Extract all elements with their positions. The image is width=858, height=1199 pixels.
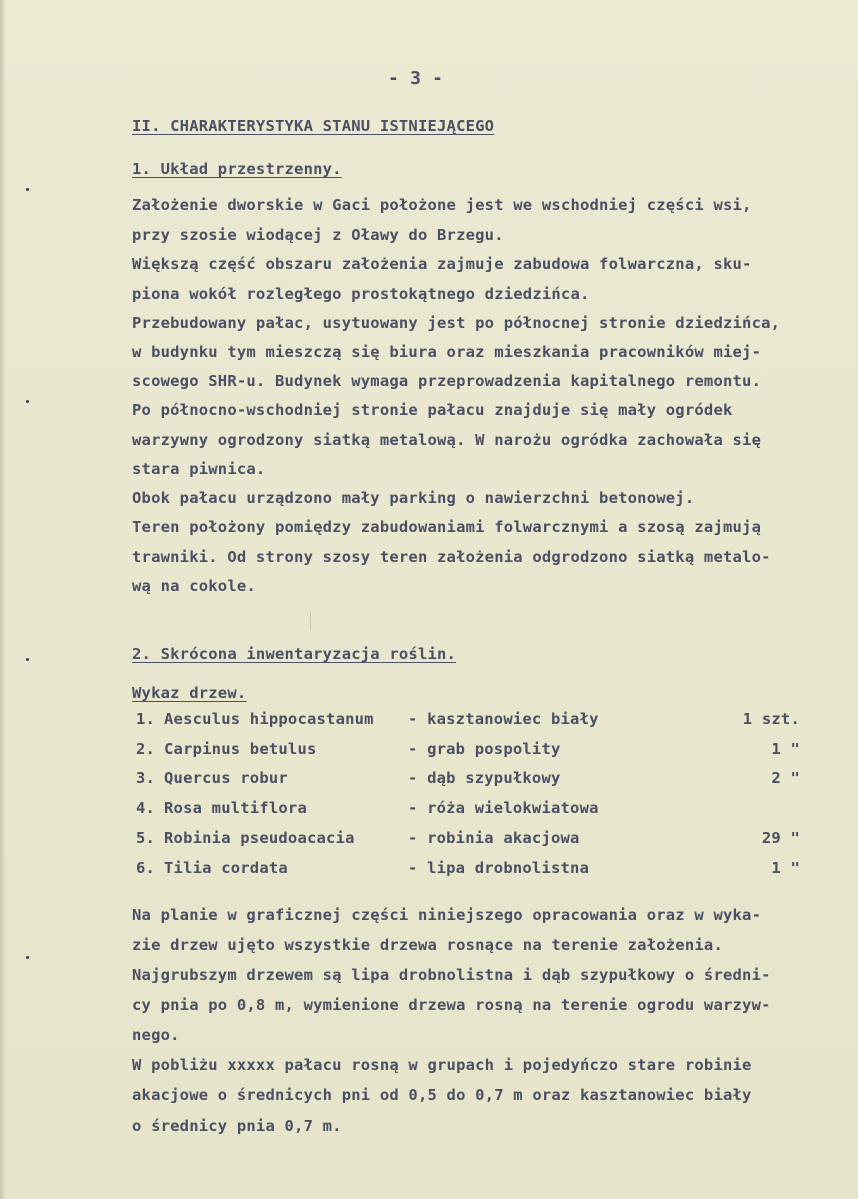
paragraph-line: Na planie w graficznej części niniejszego opracowania oraz w wyka- [132,906,762,924]
tree-row-latin-name: Quercus robur [164,769,288,787]
margin-punch-dot [26,956,29,959]
tree-row-count: 1 szt. [742,710,800,728]
paragraph-line: stara piwnica. [132,460,266,478]
tree-list-heading: Wykaz drzew. [132,684,247,702]
tree-row-polish-name: - róża wielokwiatowa [408,799,599,817]
tree-row-number: 4. [136,799,156,817]
paragraph-line: akacjowe o średnicych pni od 0,5 do 0,7 m oraz kasztanowiec biały [132,1086,752,1104]
margin-punch-dot [26,400,29,403]
paragraph-line: piona wokół rozległego prostokątnego dziedzińca. [132,285,590,303]
page-number: - 3 - [388,68,444,89]
paragraph-line: Najgrubszym drzewem są lipa drobnolistna i dąb szypułkowy o średni- [132,966,771,984]
tree-row-polish-name: - grab pospolity [408,740,561,758]
paragraph-line: w budynku tym mieszczą się biura oraz mieszkania pracowników miej- [132,343,762,361]
paragraph-line: Teren położony pomiędzy zabudowaniami folwarcznymi a szosą zajmują [132,518,762,536]
paper-fold-mark [310,612,317,630]
tree-row-number: 2. [136,740,156,758]
paragraph-line: trawniki. Od strony szosy teren założenia odgrodzono siatką metalo- [132,548,771,566]
page-edge-shadow [0,0,6,1199]
subsection-heading-layout: 1. Układ przestrzenny. [132,160,342,178]
subsection-heading-inventory: 2. Skrócona inwentaryzacja roślin. [132,645,457,663]
paragraph-line: Przebudowany pałac, usytuowany jest po północnej stronie dziedzińca, [132,314,781,332]
section-heading: II. CHARAKTERYSTYKA STANU ISTNIEJĄCEGO [132,117,495,135]
tree-row-count: 1 " [771,740,800,758]
tree-row-latin-name: Tilia cordata [164,859,288,877]
paragraph-line: W pobliżu xxxxx pałacu rosną w grupach i pojedyńczo stare robinie [132,1056,752,1074]
tree-row-latin-name: Aesculus hippocastanum [164,710,374,728]
tree-row-number: 6. [136,859,156,877]
tree-row-polish-name: - dąb szypułkowy [408,769,561,787]
tree-row-polish-name: - lipa drobnolistna [408,859,590,877]
tree-row-latin-name: Rosa multiflora [164,799,307,817]
tree-row-polish-name: - robinia akacjowa [408,829,580,847]
tree-row-number: 1. [136,710,156,728]
paragraph-line: zie drzew ujęto wszystkie drzewa rosnące na terenie założenia. [132,936,723,954]
paragraph-line: Większą część obszaru założenia zajmuje zabudowa folwarczna, sku- [132,255,752,273]
paragraph-line: wą na cokole. [132,577,256,595]
paragraph-line: scowego SHR-u. Budynek wymaga przeprowadzenia kapitalnego remontu. [132,372,762,390]
tree-row-count: 1 " [771,859,800,877]
tree-row-count: 2 " [771,769,800,787]
paragraph-line: Założenie dworskie w Gaci położone jest we wschodniej części wsi, [132,196,752,214]
paragraph-line: Po północno-wschodniej stronie pałacu znajduje się mały ogródek [132,401,733,419]
tree-row-latin-name: Robinia pseudoacacia [164,829,355,847]
paragraph-line: cy pnia po 0,8 m, wymienione drzewa rosną na terenie ogrodu warzyw- [132,996,771,1014]
paragraph-line: nego. [132,1026,180,1044]
tree-row-count: 29 " [761,829,800,847]
margin-punch-dot [26,188,29,191]
paragraph-line: Obok pałacu urządzono mały parking o nawierzchni betonowej. [132,489,695,507]
margin-punch-dot [26,658,29,661]
tree-row-latin-name: Carpinus betulus [164,740,317,758]
tree-row-number: 5. [136,829,156,847]
paragraph-line: warzywny ogrodzony siatką metalową. W narożu ogródka zachowała się [132,431,762,449]
paragraph-line: o średnicy pnia 0,7 m. [132,1117,342,1135]
tree-row-polish-name: - kasztanowiec biały [408,710,599,728]
tree-row-number: 3. [136,769,156,787]
paragraph-line: przy szosie wiodącej z Oławy do Brzegu. [132,226,504,244]
